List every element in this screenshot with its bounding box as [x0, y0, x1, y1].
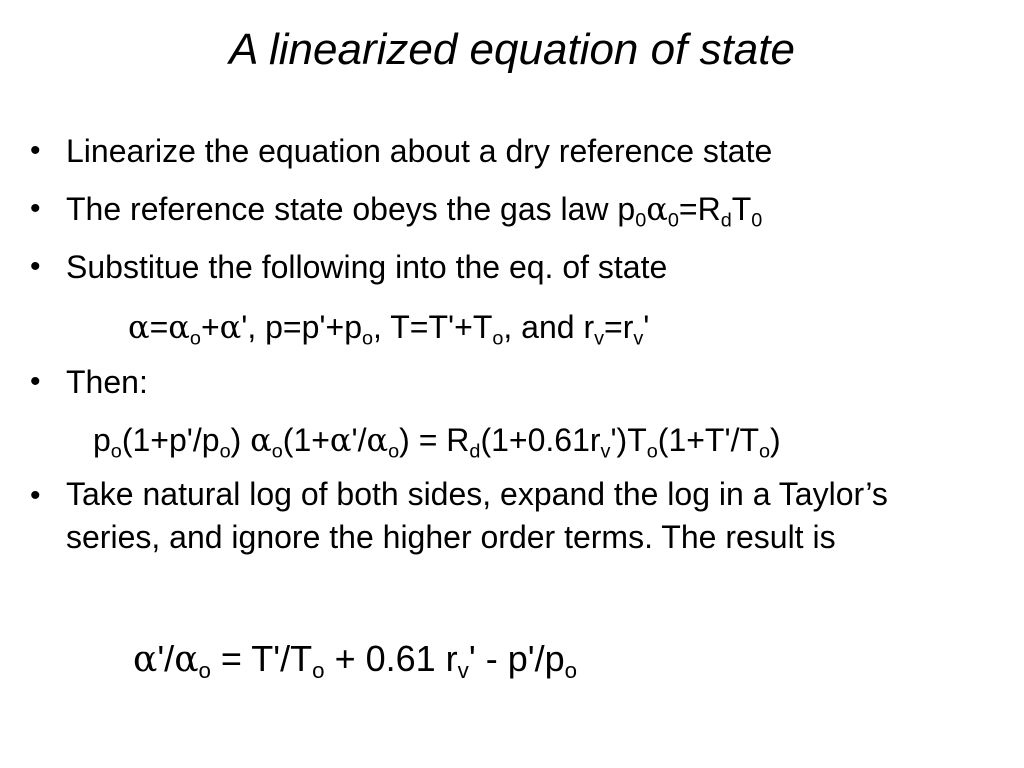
bullet-marker: • — [30, 192, 41, 225]
bullet-text: Linearize the equation about a dry reference state — [66, 133, 773, 169]
expanded-equation: $p_o(1+p'/p_o) \alpha_o(1+\alpha'/\alpha_o) = R_d(1+0.61r_v')T_o(1+T'/T_o)$ — [93, 421, 781, 463]
bullet-item-5 — [0, 473, 1024, 613]
bullet-marker: • — [30, 479, 41, 512]
result-equation: $\alpha'/\alpha_o = T'/T_o + 0.61$ $r_v' - p'/p_o$ — [133, 638, 578, 684]
bullet-marker: • — [30, 365, 41, 398]
bullet-text: Take natural log of both sides, expand the log in a Taylor’s series, and ignore the higher order terms. The result is — [66, 476, 888, 555]
bullet-text: Substitue the following into the eq. of state — [66, 249, 668, 285]
bullet-text: The reference state obeys the gas law $p_0\alpha_0=R_dT_0$ — [66, 190, 763, 232]
bullet-marker: • — [30, 250, 41, 283]
bullet-text: Then: — [66, 364, 148, 400]
substitution-equation: $\alpha=\alpha_o+\alpha'$, $p=p'+p_o$, $T=T'+T_o$, and $r_v=r_v'$ — [128, 308, 650, 350]
bullet-marker: • — [30, 134, 41, 167]
slide-title: A linearized equation of state — [229, 25, 795, 74]
gas-law-equation: $p_0\alpha_0=R_dT_0$ — [617, 190, 763, 232]
